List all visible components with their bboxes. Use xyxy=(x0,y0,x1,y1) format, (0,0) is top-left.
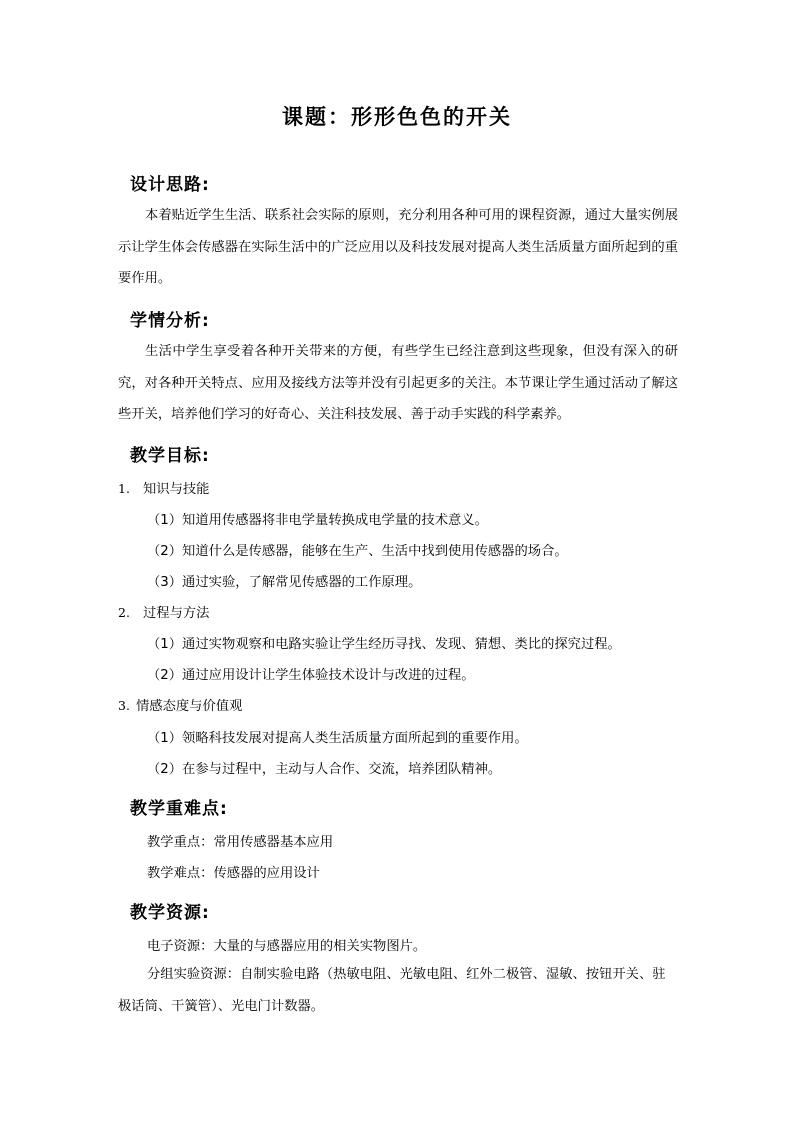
goal-item: （3）通过实验，了解常见传感器的工作原理。 xyxy=(147,575,422,590)
goal-group-process xyxy=(118,602,209,621)
goal-item: （2）通过应用设计让学生体验技术设计与改进的过程。 xyxy=(147,668,475,683)
goal-group-number: 3. xyxy=(118,698,130,713)
goal-group-title: 情感态度与价值观 xyxy=(136,699,243,714)
design-heading: 设计思路: xyxy=(130,175,210,195)
keypoints-heading: 教学重难点: xyxy=(130,799,228,819)
group-resources-paragraph: 分组实验资源：自制实验电路（热敏电阻、光敏电阻、红外二极管、湿敏、按钮开关、驻极话筒、干簧管）、光电门计数器。 xyxy=(118,967,666,1014)
goals-heading: 教学目标: xyxy=(130,446,210,466)
goal-group-number: 1. xyxy=(118,481,130,496)
goal-item: （1）知道用传感器将非电学量转换成电学量的技术意义。 xyxy=(147,513,488,528)
goal-group-title: 知识与技能 xyxy=(143,482,210,497)
electronic-resources-line: 电子资源：大量的与感器应用的相关实物图片。 xyxy=(147,939,427,954)
goal-group-number: 2. xyxy=(118,605,130,620)
page-title: 课题：形形色色的开关 xyxy=(282,104,512,129)
goal-item: （1）通过实物观察和电路实验让学生经历寻找、发现、猜想、类比的探究过程。 xyxy=(147,637,621,652)
analysis-heading: 学情分析: xyxy=(130,311,210,331)
key-point-line: 教学重点：常用传感器基本应用 xyxy=(147,835,334,850)
design-paragraph: 本着贴近学生生活、联系社会实际的原则，充分利用各种可用的课程资源，通过大量实例展示让学生体会传感器在实际生活中的广泛应用以及科技发展对提高人类生活质量方面所起到的重要作用。 xyxy=(118,208,678,286)
goal-item: （2）在参与过程中，主动与人合作、交流，培养团队精神。 xyxy=(147,762,502,777)
resources-heading: 教学资源: xyxy=(130,903,210,923)
analysis-paragraph: 生活中学生享受着各种开关带来的方便，有些学生已经注意到这些现象，但没有深入的研究，对各种开关特点、应用及接线方法等并没有引起更多的关注。本节课让学生通过活动了解这些开关，培养他们学习的好奇心、关注科技发展、善于动手实践的科学素养。 xyxy=(118,344,678,422)
goal-group-attitude xyxy=(118,695,242,714)
goal-group-title: 过程与方法 xyxy=(143,606,210,621)
goal-group-knowledge xyxy=(118,478,209,497)
difficult-point-line: 教学难点：传感器的应用设计 xyxy=(147,866,320,881)
goal-item: （1）领略科技发展对提高人类生活质量方面所起到的重要作用。 xyxy=(147,731,528,746)
goal-item: （2）知道什么是传感器，能够在生产、生活中找到使用传感器的场合。 xyxy=(147,544,568,559)
